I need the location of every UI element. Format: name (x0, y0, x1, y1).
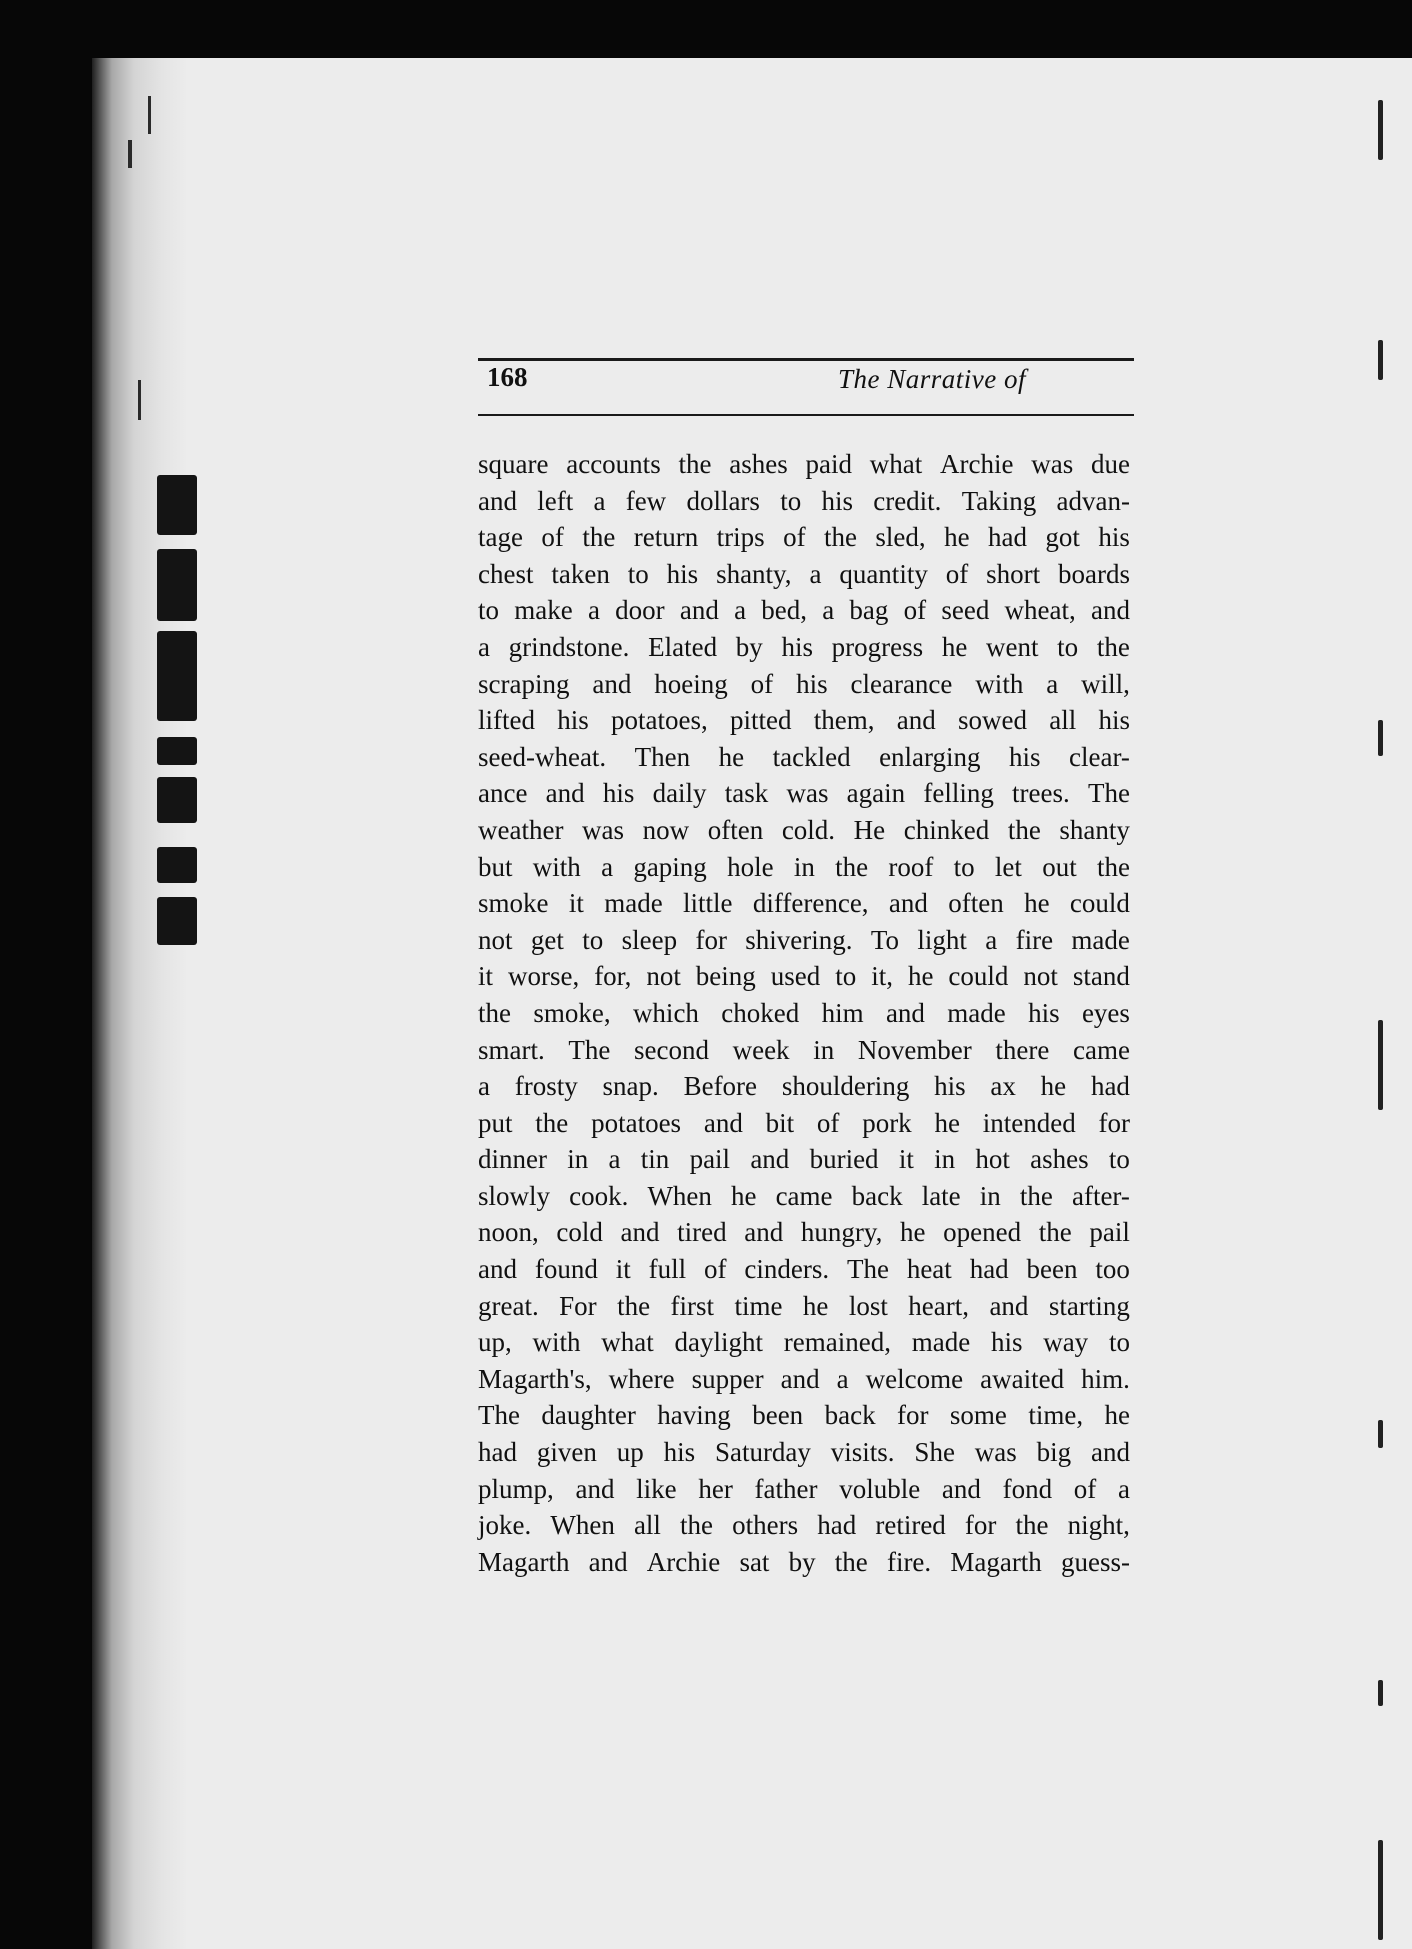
text-line: Magarth and Archie sat by the fire. Magarth guess- (478, 1546, 1130, 1577)
text-line: but with a gaping hole in the roof to let out the (478, 851, 1130, 882)
body-text (478, 446, 1130, 1580)
text-line: and found it full of cinders. The heat had been too (478, 1254, 1130, 1285)
text-line: dinner in a tin pail and buried it in hot ashes to (478, 1144, 1130, 1175)
text-line: noon, cold and tired and hungry, he opened the pail (478, 1217, 1130, 1248)
text-line: to make a door and a bed, a bag of seed wheat, and (478, 595, 1130, 626)
text-line: weather was now often cold. He chinked the shanty (478, 814, 1130, 845)
header-rule-bottom (478, 414, 1134, 416)
book-spine-gutter (92, 58, 188, 1949)
text-line: lifted his potatoes, pitted them, and sowed all his (478, 705, 1130, 736)
text-line: tage of the return trips of the sled, he had got his (478, 522, 1130, 553)
text-line: smoke it made little difference, and often he could (478, 888, 1130, 919)
page-number: 168 (487, 362, 528, 392)
text-line: up, with what daylight remained, made his way to (478, 1327, 1130, 1358)
text-line: smart. The second week in November there came (478, 1034, 1130, 1065)
text-line: plump, and like her father voluble and fond of a (478, 1473, 1130, 1504)
spine-mark (148, 96, 151, 134)
text-line: joke. When all the others had retired for the night, (478, 1510, 1130, 1541)
text-line: slowly cook. When he came back late in the after- (478, 1180, 1130, 1211)
spine-mark (128, 140, 132, 168)
text-line: not get to sleep for shivering. To light a fire made (478, 924, 1130, 955)
library-stamp-image (157, 475, 205, 945)
text-line: it worse, for, not being used to it, he could not stand (478, 961, 1130, 992)
text-line: had given up his Saturday visits. She was big and (478, 1437, 1130, 1468)
text-line: and left a few dollars to his credit. Taking advan- (478, 485, 1130, 516)
right-page-edge (1378, 100, 1386, 1940)
text-line: ance and his daily task was again felling trees. The (478, 778, 1130, 809)
text-line: great. For the first time he lost heart, and starting (478, 1290, 1130, 1321)
text-line: a grindstone. Elated by his progress he went to the (478, 631, 1130, 662)
header-rule-top (478, 358, 1134, 361)
text-line: Magarth's, where supper and a welcome awaited him. (478, 1363, 1130, 1394)
text-line: a frosty snap. Before shouldering his ax he had (478, 1071, 1130, 1102)
text-line: the smoke, which choked him and made his eyes (478, 997, 1130, 1028)
running-head-title: The Narrative of (838, 364, 1026, 394)
text-line: put the potatoes and bit of pork he intended for (478, 1107, 1130, 1138)
text-line: square accounts the ashes paid what Archie was due (478, 449, 1130, 479)
text-line: seed-wheat. Then he tackled enlarging his clear- (478, 741, 1130, 772)
text-line: chest taken to his shanty, a quantity of short boards (478, 558, 1130, 589)
text-line: The daughter having been back for some time, he (478, 1400, 1130, 1431)
spine-mark (138, 380, 141, 420)
text-line: scraping and hoeing of his clearance with a will, (478, 668, 1130, 699)
